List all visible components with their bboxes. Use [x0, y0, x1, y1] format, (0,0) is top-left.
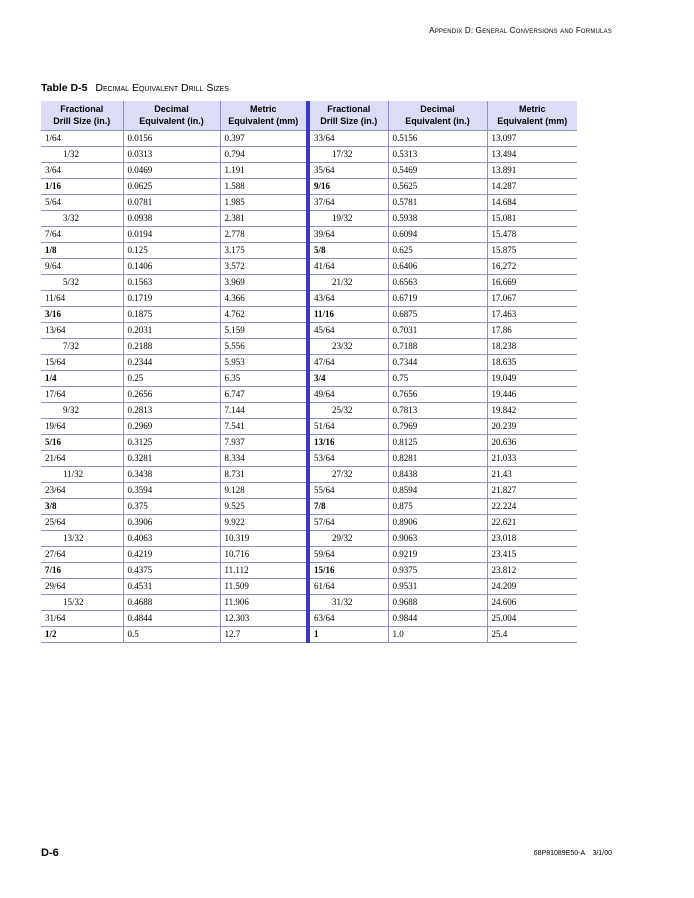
decimal-equivalent-right: 0.9688	[388, 595, 487, 611]
metric-equivalent-right: 21.827	[487, 483, 577, 499]
metric-equivalent-left: 5.953	[220, 355, 308, 371]
metric-equivalent-right: 13.891	[487, 163, 577, 179]
table-row	[41, 483, 577, 499]
table-row	[41, 515, 577, 531]
fractional-size-left: 9/64	[41, 259, 123, 275]
decimal-equivalent-left: 0.3594	[123, 483, 220, 499]
decimal-equivalent-right: 0.5313	[388, 147, 487, 163]
header-metric-left: Metric Equivalent (mm)	[220, 101, 308, 131]
table-row	[41, 307, 577, 323]
metric-equivalent-left: 1.588	[220, 179, 308, 195]
fractional-size-right: 11/16	[308, 307, 388, 323]
fractional-size-left: 13/64	[41, 323, 123, 339]
table-body	[41, 131, 577, 643]
metric-equivalent-left: 7.144	[220, 403, 308, 419]
fractional-size-right: 27/32	[308, 467, 388, 483]
fractional-size-right: 43/64	[308, 291, 388, 307]
table-row	[41, 435, 577, 451]
decimal-equivalent-left: 0.3125	[123, 435, 220, 451]
metric-equivalent-left: 6.35	[220, 371, 308, 387]
metric-equivalent-right: 22.621	[487, 515, 577, 531]
metric-equivalent-left: 12.303	[220, 611, 308, 627]
table-row	[41, 371, 577, 387]
fractional-size-left: 1/8	[41, 243, 123, 259]
fractional-size-right: 47/64	[308, 355, 388, 371]
decimal-equivalent-left: 0.1563	[123, 275, 220, 291]
decimal-equivalent-left: 0.4375	[123, 563, 220, 579]
metric-equivalent-right: 16.272	[487, 259, 577, 275]
metric-equivalent-right: 25.4	[487, 627, 577, 643]
decimal-equivalent-left: 0.2031	[123, 323, 220, 339]
metric-equivalent-left: 4.762	[220, 307, 308, 323]
running-head: Appendix D: General Conversions and Formulas	[429, 26, 612, 35]
metric-equivalent-right: 22.224	[487, 499, 577, 515]
fractional-size-left: 5/16	[41, 435, 123, 451]
decimal-equivalent-left: 0.3281	[123, 451, 220, 467]
decimal-equivalent-right: 0.8281	[388, 451, 487, 467]
metric-equivalent-left: 10.319	[220, 531, 308, 547]
table-row	[41, 291, 577, 307]
metric-equivalent-right: 13.097	[487, 131, 577, 147]
table-row	[41, 195, 577, 211]
decimal-equivalent-left: 0.2344	[123, 355, 220, 371]
metric-equivalent-left: 2.778	[220, 227, 308, 243]
fractional-size-right: 1	[308, 627, 388, 643]
table-row	[41, 611, 577, 627]
fractional-size-left: 1/16	[41, 179, 123, 195]
table-row	[41, 387, 577, 403]
table-row	[41, 339, 577, 355]
metric-equivalent-left: 1.985	[220, 195, 308, 211]
decimal-equivalent-left: 0.125	[123, 243, 220, 259]
fractional-size-right: 37/64	[308, 195, 388, 211]
fractional-size-right: 39/64	[308, 227, 388, 243]
table-row	[41, 211, 577, 227]
table-row	[41, 579, 577, 595]
table-row	[41, 403, 577, 419]
metric-equivalent-left: 9.922	[220, 515, 308, 531]
table-row	[41, 627, 577, 643]
decimal-equivalent-right: 0.5938	[388, 211, 487, 227]
metric-equivalent-left: 11.112	[220, 563, 308, 579]
decimal-equivalent-left: 0.375	[123, 499, 220, 515]
metric-equivalent-right: 18.238	[487, 339, 577, 355]
fractional-size-right: 17/32	[308, 147, 388, 163]
fractional-size-left: 1/2	[41, 627, 123, 643]
table-row	[41, 595, 577, 611]
metric-equivalent-right: 15.875	[487, 243, 577, 259]
table-row	[41, 243, 577, 259]
metric-equivalent-left: 0.794	[220, 147, 308, 163]
metric-equivalent-left: 9.525	[220, 499, 308, 515]
fractional-size-left: 19/64	[41, 419, 123, 435]
header-fractional-left: Fractional Drill Size (in.)	[41, 101, 123, 131]
decimal-equivalent-right: 0.8438	[388, 467, 487, 483]
decimal-equivalent-right: 0.6563	[388, 275, 487, 291]
fractional-size-left: 17/64	[41, 387, 123, 403]
decimal-equivalent-left: 0.1719	[123, 291, 220, 307]
table-title	[41, 82, 229, 94]
decimal-equivalent-right: 0.875	[388, 499, 487, 515]
table-caption: Decimal Equivalent Drill Sizes	[95, 82, 229, 94]
metric-equivalent-left: 9.128	[220, 483, 308, 499]
metric-equivalent-left: 0.397	[220, 131, 308, 147]
decimal-equivalent-right: 0.8125	[388, 435, 487, 451]
fractional-size-right: 33/64	[308, 131, 388, 147]
fractional-size-right: 13/16	[308, 435, 388, 451]
decimal-equivalent-right: 0.9375	[388, 563, 487, 579]
decimal-equivalent-right: 0.5781	[388, 195, 487, 211]
decimal-equivalent-left: 0.1406	[123, 259, 220, 275]
decimal-equivalent-right: 1.0	[388, 627, 487, 643]
metric-equivalent-right: 16.669	[487, 275, 577, 291]
fractional-size-right: 45/64	[308, 323, 388, 339]
decimal-equivalent-right: 0.9844	[388, 611, 487, 627]
decimal-equivalent-left: 0.0156	[123, 131, 220, 147]
decimal-equivalent-left: 0.0938	[123, 211, 220, 227]
fractional-size-left: 3/16	[41, 307, 123, 323]
fractional-size-right: 19/32	[308, 211, 388, 227]
decimal-equivalent-right: 0.7813	[388, 403, 487, 419]
table-row	[41, 179, 577, 195]
metric-equivalent-right: 14.684	[487, 195, 577, 211]
fractional-size-left: 3/8	[41, 499, 123, 515]
metric-equivalent-left: 1.191	[220, 163, 308, 179]
metric-equivalent-left: 12.7	[220, 627, 308, 643]
decimal-equivalent-left: 0.4219	[123, 547, 220, 563]
decimal-equivalent-right: 0.7656	[388, 387, 487, 403]
decimal-equivalent-right: 0.5156	[388, 131, 487, 147]
decimal-equivalent-left: 0.25	[123, 371, 220, 387]
fractional-size-left: 29/64	[41, 579, 123, 595]
decimal-equivalent-left: 0.1875	[123, 307, 220, 323]
metric-equivalent-right: 25.004	[487, 611, 577, 627]
table-row	[41, 323, 577, 339]
metric-equivalent-right: 14.287	[487, 179, 577, 195]
metric-equivalent-left: 3.969	[220, 275, 308, 291]
fractional-size-left: 7/16	[41, 563, 123, 579]
table-row	[41, 355, 577, 371]
decimal-equivalent-right: 0.8594	[388, 483, 487, 499]
decimal-equivalent-left: 0.3906	[123, 515, 220, 531]
decimal-equivalent-right: 0.7344	[388, 355, 487, 371]
metric-equivalent-right: 18.635	[487, 355, 577, 371]
decimal-equivalent-right: 0.5469	[388, 163, 487, 179]
fractional-size-right: 5/8	[308, 243, 388, 259]
fractional-size-left: 15/32	[41, 595, 123, 611]
fractional-size-right: 7/8	[308, 499, 388, 515]
fractional-size-right: 49/64	[308, 387, 388, 403]
fractional-size-left: 31/64	[41, 611, 123, 627]
metric-equivalent-left: 11.509	[220, 579, 308, 595]
decimal-equivalent-right: 0.7188	[388, 339, 487, 355]
table-row	[41, 563, 577, 579]
metric-equivalent-right: 23.018	[487, 531, 577, 547]
page-number: D-6	[41, 847, 59, 859]
fractional-size-left: 11/64	[41, 291, 123, 307]
table-row	[41, 547, 577, 563]
metric-equivalent-right: 17.463	[487, 307, 577, 323]
fractional-size-right: 51/64	[308, 419, 388, 435]
fractional-size-right: 31/32	[308, 595, 388, 611]
metric-equivalent-right: 17.86	[487, 323, 577, 339]
decimal-equivalent-left: 0.4063	[123, 531, 220, 547]
decimal-equivalent-left: 0.2969	[123, 419, 220, 435]
decimal-equivalent-left: 0.0469	[123, 163, 220, 179]
drill-size-table	[41, 101, 577, 643]
metric-equivalent-left: 2.381	[220, 211, 308, 227]
fractional-size-left: 5/32	[41, 275, 123, 291]
metric-equivalent-right: 23.812	[487, 563, 577, 579]
decimal-equivalent-right: 0.7031	[388, 323, 487, 339]
metric-equivalent-right: 19.049	[487, 371, 577, 387]
decimal-equivalent-left: 0.2813	[123, 403, 220, 419]
metric-equivalent-right: 23.415	[487, 547, 577, 563]
decimal-equivalent-right: 0.9219	[388, 547, 487, 563]
metric-equivalent-right: 24.606	[487, 595, 577, 611]
metric-equivalent-left: 7.937	[220, 435, 308, 451]
table-row	[41, 467, 577, 483]
metric-equivalent-right: 21.43	[487, 467, 577, 483]
decimal-equivalent-left: 0.4688	[123, 595, 220, 611]
fractional-size-right: 35/64	[308, 163, 388, 179]
fractional-size-right: 23/32	[308, 339, 388, 355]
metric-equivalent-right: 21.033	[487, 451, 577, 467]
decimal-equivalent-left: 0.4531	[123, 579, 220, 595]
fractional-size-right: 21/32	[308, 275, 388, 291]
metric-equivalent-left: 4.366	[220, 291, 308, 307]
metric-equivalent-right: 15.081	[487, 211, 577, 227]
table-row	[41, 419, 577, 435]
fractional-size-right: 59/64	[308, 547, 388, 563]
fractional-size-right: 53/64	[308, 451, 388, 467]
fractional-size-left: 13/32	[41, 531, 123, 547]
fractional-size-left: 9/32	[41, 403, 123, 419]
table-row	[41, 275, 577, 291]
decimal-equivalent-left: 0.5	[123, 627, 220, 643]
decimal-equivalent-right: 0.8906	[388, 515, 487, 531]
decimal-equivalent-right: 0.6094	[388, 227, 487, 243]
fractional-size-left: 11/32	[41, 467, 123, 483]
fractional-size-left: 15/64	[41, 355, 123, 371]
fractional-size-left: 7/64	[41, 227, 123, 243]
table-row	[41, 259, 577, 275]
fractional-size-right: 9/16	[308, 179, 388, 195]
header-fractional-right: Fractional Drill Size (in.)	[308, 101, 388, 131]
fractional-size-right: 3/4	[308, 371, 388, 387]
header-decimal-right: Decimal Equivalent (in.)	[388, 101, 487, 131]
table-row	[41, 227, 577, 243]
fractional-size-right: 41/64	[308, 259, 388, 275]
decimal-equivalent-right: 0.625	[388, 243, 487, 259]
header-metric-right: Metric Equivalent (mm)	[487, 101, 577, 131]
table-label: Table D-5	[41, 82, 88, 94]
metric-equivalent-right: 19.842	[487, 403, 577, 419]
decimal-equivalent-right: 0.6406	[388, 259, 487, 275]
metric-equivalent-right: 13.494	[487, 147, 577, 163]
metric-equivalent-right: 20.636	[487, 435, 577, 451]
fractional-size-right: 61/64	[308, 579, 388, 595]
table-row	[41, 531, 577, 547]
metric-equivalent-right: 20.239	[487, 419, 577, 435]
metric-equivalent-right: 24.209	[487, 579, 577, 595]
fractional-size-right: 63/64	[308, 611, 388, 627]
metric-equivalent-right: 15.478	[487, 227, 577, 243]
metric-equivalent-left: 8.731	[220, 467, 308, 483]
table-row	[41, 147, 577, 163]
fractional-size-left: 21/64	[41, 451, 123, 467]
table-row	[41, 451, 577, 467]
table-header-row	[41, 101, 577, 131]
decimal-equivalent-left: 0.2656	[123, 387, 220, 403]
metric-equivalent-left: 7.541	[220, 419, 308, 435]
fractional-size-right: 25/32	[308, 403, 388, 419]
fractional-size-left: 27/64	[41, 547, 123, 563]
metric-equivalent-left: 5.159	[220, 323, 308, 339]
fractional-size-right: 55/64	[308, 483, 388, 499]
table-row	[41, 499, 577, 515]
decimal-equivalent-right: 0.5625	[388, 179, 487, 195]
fractional-size-left: 1/32	[41, 147, 123, 163]
decimal-equivalent-right: 0.9063	[388, 531, 487, 547]
fractional-size-right: 57/64	[308, 515, 388, 531]
decimal-equivalent-right: 0.75	[388, 371, 487, 387]
fractional-size-left: 3/64	[41, 163, 123, 179]
metric-equivalent-left: 8.334	[220, 451, 308, 467]
document-id: 68P81089E50-A 3/1/00	[533, 850, 612, 857]
decimal-equivalent-right: 0.6875	[388, 307, 487, 323]
metric-equivalent-right: 19.446	[487, 387, 577, 403]
metric-equivalent-left: 6.747	[220, 387, 308, 403]
decimal-equivalent-right: 0.9531	[388, 579, 487, 595]
table-row	[41, 131, 577, 147]
fractional-size-left: 25/64	[41, 515, 123, 531]
fractional-size-left: 1/4	[41, 371, 123, 387]
decimal-equivalent-right: 0.7969	[388, 419, 487, 435]
metric-equivalent-left: 5.556	[220, 339, 308, 355]
fractional-size-left: 3/32	[41, 211, 123, 227]
metric-equivalent-left: 3.572	[220, 259, 308, 275]
header-decimal-left: Decimal Equivalent (in.)	[123, 101, 220, 131]
decimal-equivalent-left: 0.4844	[123, 611, 220, 627]
decimal-equivalent-left: 0.0625	[123, 179, 220, 195]
fractional-size-right: 29/32	[308, 531, 388, 547]
metric-equivalent-left: 11.906	[220, 595, 308, 611]
decimal-equivalent-left: 0.3438	[123, 467, 220, 483]
fractional-size-right: 15/16	[308, 563, 388, 579]
fractional-size-left: 7/32	[41, 339, 123, 355]
decimal-equivalent-left: 0.0313	[123, 147, 220, 163]
metric-equivalent-left: 10.716	[220, 547, 308, 563]
fractional-size-left: 5/64	[41, 195, 123, 211]
fractional-size-left: 1/64	[41, 131, 123, 147]
decimal-equivalent-right: 0.6719	[388, 291, 487, 307]
decimal-equivalent-left: 0.0194	[123, 227, 220, 243]
metric-equivalent-left: 3.175	[220, 243, 308, 259]
decimal-equivalent-left: 0.2188	[123, 339, 220, 355]
fractional-size-left: 23/64	[41, 483, 123, 499]
decimal-equivalent-left: 0.0781	[123, 195, 220, 211]
table-row	[41, 163, 577, 179]
metric-equivalent-right: 17.067	[487, 291, 577, 307]
